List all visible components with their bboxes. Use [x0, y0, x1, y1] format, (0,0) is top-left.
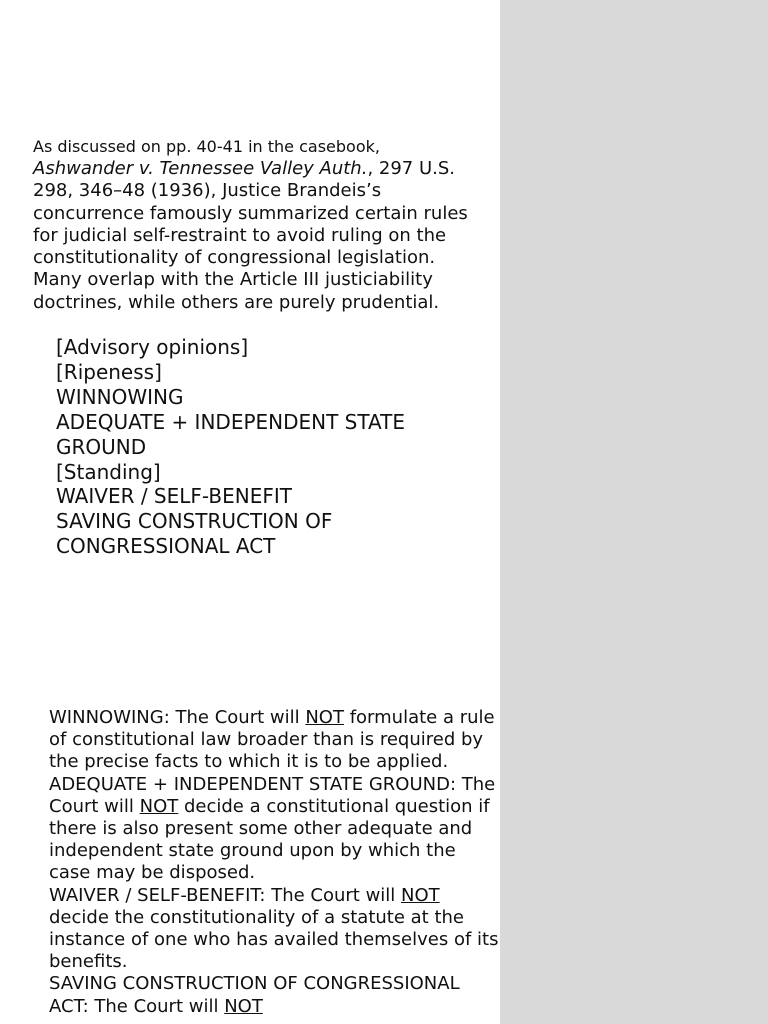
case-name: Ashwander v. Tennessee Valley Auth.	[33, 158, 368, 179]
state-ground-explanation	[49, 774, 499, 885]
intro-case-summary	[33, 158, 495, 269]
rule-explanations	[49, 707, 499, 1018]
not-emphasis: NOT	[224, 995, 263, 1017]
intro-line: As discussed on pp. 40-41 in the casebook,	[33, 137, 380, 156]
explanation-lead: ADEQUATE + INDEPENDENT STATE GROUND: The Court will	[49, 773, 496, 817]
waiver-explanation	[49, 885, 499, 974]
rule-item: [Advisory opinions]	[56, 335, 249, 359]
case-summary-text: , 297 U.S. 298, 346–48 (1936), Justice Brandeis’s concurrence famously summarized certain rules for judicial self-restraint to avoid ruling on the constitutionality of congressional legislation.	[33, 158, 468, 269]
intro-overlap-text: Many overlap with the Article III justiciability doctrines, while others are purely prudential.	[33, 269, 440, 313]
explanation-text: formulate a rule of constitutional law broader than is required by the precise facts to which it is to be applied.	[49, 707, 495, 773]
not-emphasis: NOT	[139, 795, 179, 817]
rule-item: WINNOWING	[56, 384, 184, 409]
intro-section	[33, 136, 495, 314]
rules-list	[56, 335, 496, 559]
rule-item: ADEQUATE + INDEPENDENT STATE GROUND	[56, 409, 406, 459]
not-emphasis: NOT	[305, 707, 344, 728]
rule-item: WAIVER / SELF-BENEFIT	[56, 484, 292, 509]
explanation-lead: WAIVER / SELF-BENEFIT: The Court will	[49, 884, 402, 906]
side-panel	[500, 0, 768, 1024]
rule-item: [Ripeness]	[56, 359, 162, 384]
explanation-lead: SAVING CONSTRUCTION OF CONGRESSIONAL ACT: The Court will	[49, 973, 460, 1017]
explanation-text: decide a constitutional question if there is also present some other adequate and independent state ground upon by which the case may be disposed.	[49, 795, 490, 884]
rule-item: SAVING CONSTRUCTION OF CONGRESSIONAL ACT	[56, 509, 333, 559]
not-emphasis: NOT	[401, 884, 440, 906]
saving-construction-explanation	[49, 973, 499, 1017]
explanation-text: decide the constitutionality of a statute at the instance of one who has availed themselves of its benefits.	[49, 906, 499, 973]
winnowing-explanation	[49, 707, 499, 774]
rule-item: [Standing]	[56, 459, 161, 484]
explanation-lead: WINNOWING: The Court will	[49, 707, 306, 728]
